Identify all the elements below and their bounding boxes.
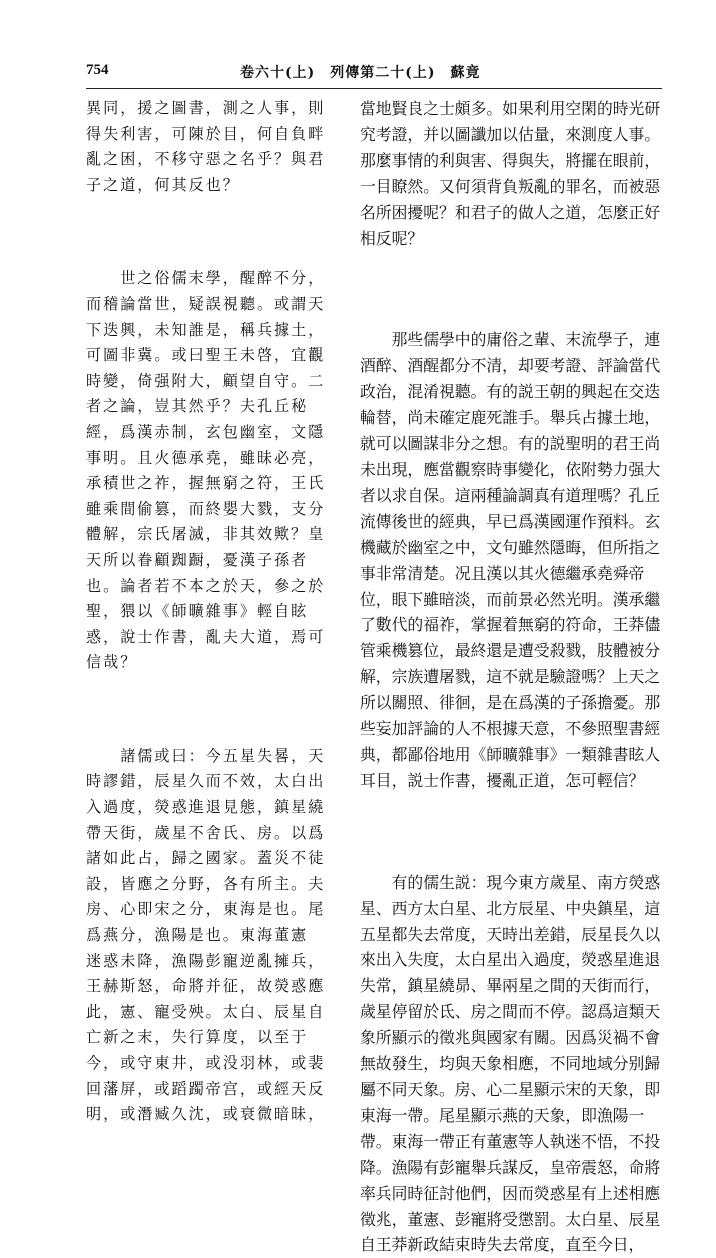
- text-line: 聖，猥以《師曠雜事》輕自眩: [86, 602, 309, 621]
- text-line: 機藏於幽室之中，文句雖然隱晦，但所指之: [360, 537, 661, 557]
- paragraph-gap: [86, 198, 348, 266]
- text-line: 下迭興，未知誰是，稱兵據土，: [86, 320, 326, 339]
- text-line: 當地賢良之士頗多。如果利用空閑的時光研: [360, 99, 661, 118]
- text-line: 象所顯示的徵兆與國家有關。因爲災禍不會: [360, 1028, 661, 1048]
- text-line: 歲星停留於氐、房之間而不停。認爲這類天: [360, 1002, 661, 1022]
- text-line: 解，宗族遭屠戮，這不就是驗證嗎？上天之: [360, 667, 661, 687]
- text-line: 無故發生，均與天象相應，不同地域分别歸: [360, 1054, 661, 1074]
- text-line: 失常，鎮星繞昴、畢兩星之間的天街而行，: [360, 976, 661, 996]
- text-line: 設，皆應之分野，各有所主。夫: [86, 874, 326, 893]
- text-line: 星、西方太白星、北方辰星、中央鎮星，這: [360, 898, 661, 918]
- paragraph-gap: [360, 251, 662, 327]
- text-line: 來出入失度，太白星出入過度，熒惑星進退: [360, 950, 661, 970]
- page-header: [0, 62, 716, 84]
- text-line: 五星都失去常度，天時出差錯，辰星長久以: [360, 924, 661, 944]
- text-line: 亡新之末，失行算度，以至于: [86, 1028, 309, 1047]
- text-line: 異同，援之圖書，測之人事，則: [86, 99, 326, 117]
- text-line: 自王莽新政結束時失去常度，直至今日，: [360, 1235, 645, 1255]
- text-line: 子之道，何其反也？: [86, 175, 240, 194]
- paragraph: [360, 96, 662, 251]
- text-line: 名所困擾呢？和君子的做人之道，怎麼正好: [360, 202, 661, 222]
- text-line: 爲燕分，漁陽是也。東海董憲: [86, 926, 309, 945]
- text-line: 時變，倚强附大，顧望自守。二: [86, 371, 326, 390]
- text-line: 那麼事情的利與害、得與失，將擺在眼前，: [360, 150, 661, 170]
- text-line: 承積世之祚，握無窮之符，王氏: [86, 474, 326, 493]
- running-title: 卷六十(上) 列傳第二十(上) 蘇竟: [240, 65, 481, 81]
- text-line: 事非常清楚。况且漢以其火德繼承堯舜帝: [360, 563, 645, 583]
- text-line: 了數代的福祚，掌握着無窮的符命，王莽儘: [360, 615, 661, 635]
- text-line: 流傳後世的經典，早已爲漢國運作預料。玄: [360, 511, 661, 531]
- text-line: 經，爲漢赤制，玄包幽室，文隱: [86, 422, 326, 441]
- text-line: 那些儒學中的庸俗之輩、末流學子，連: [360, 330, 661, 350]
- text-line: 管乘機篡位，最終還是遭受殺戮，肢體被分: [360, 641, 661, 661]
- text-line: 諸儒或曰：今五星失晷，天: [86, 746, 326, 765]
- text-line: 明，或潛臧久沈，或衰微暗昧，: [86, 1105, 326, 1124]
- text-line: 事明。且火德承堯，雖昧必亮，: [86, 448, 326, 467]
- text-line: 諸如此占，歸之國家。蓋災不徒: [86, 849, 326, 868]
- text-line: 酒醉、酒醒都分不清，却要考證、評論當代: [360, 356, 661, 376]
- text-line: 此，憲、寵受殃。太白、辰星自: [86, 1002, 326, 1021]
- paragraph: [86, 744, 348, 1128]
- text-line: 惑，說士作書，亂夫大道，焉可: [86, 627, 326, 646]
- text-line: 迷惑未降，漁陽彭寵逆亂擁兵，: [86, 951, 326, 970]
- paragraph: [360, 327, 662, 793]
- translation-column: [360, 96, 662, 1258]
- text-line: 時謬錯，辰星久而不效，太白出: [86, 772, 326, 791]
- text-line: 所以關照、徘徊，是在爲漢的子孫擔憂。那: [360, 693, 661, 713]
- paragraph-gap: [360, 794, 662, 870]
- paragraph: [86, 96, 348, 198]
- text-line: 些妄加評論的人不根據天意，不參照聖書經: [360, 719, 661, 739]
- text-line: 就可以圖謀非分之想。有的説聖明的君王尚: [360, 434, 661, 454]
- page-number: 754: [86, 62, 109, 78]
- text-line: 者之論，豈其然乎？夫孔丘秘: [86, 397, 309, 416]
- text-line: 亂之困，不移守惡之名乎？與君: [86, 150, 326, 169]
- header-rule: [86, 88, 662, 89]
- text-line: 可圖非冀。或曰聖王未啓，宜觀: [86, 346, 326, 365]
- original-text-column: [86, 96, 348, 1128]
- text-line: 世之俗儒末學，醒醉不分，: [86, 269, 326, 288]
- text-line: 得失利害，可陳於目，何自負畔: [86, 124, 326, 143]
- paragraph: [360, 870, 662, 1258]
- text-line: 輪替，尚未確定鹿死誰手。舉兵占據土地，: [360, 408, 661, 428]
- paragraph: [86, 266, 348, 676]
- text-line: 今，或守東井，或没羽林，或裴: [86, 1054, 326, 1072]
- text-line: 有的儒生説：現今東方歲星、南方熒惑: [360, 872, 661, 892]
- text-line: 相反呢？: [360, 228, 424, 248]
- text-line: 者以求自保。這兩種論調真有道理嗎？孔丘: [360, 485, 661, 505]
- text-line: 政治，混淆視聽。有的説王朝的興起在交迭: [360, 382, 661, 402]
- text-line: 徵兆，董憲、彭寵將受懲罰。太白星、辰星: [360, 1209, 661, 1229]
- paragraph-gap: [86, 676, 348, 744]
- text-line: 房、心即宋之分，東海是也。尾: [86, 900, 326, 919]
- text-line: 帶天街，歲星不舍氏、房。以爲: [86, 823, 326, 842]
- text-line: 未出現，應當觀察時事變化，依附勢力强大: [360, 459, 661, 479]
- text-line: 體解，宗氏屠滅，非其效歟？皇: [86, 525, 326, 544]
- text-line: 帶。東海一帶正有董憲等人執迷不悟，不投: [360, 1131, 661, 1151]
- text-line: 一目瞭然。又何須背負叛亂的罪名，而被惡: [360, 176, 661, 196]
- text-line: 典，都鄙俗地用《師曠雜事》一類雜書眩人: [360, 744, 661, 764]
- text-line: 雖乘間偷篡，而終嬰大戮，支分: [86, 499, 326, 518]
- text-line: 屬不同天象。房、心二星顯示宋的天象，即: [360, 1080, 661, 1099]
- text-line: 天所以眷顧踟蹰，憂漢子孫者: [86, 550, 309, 569]
- text-line: 率兵同時征討他們，因而熒惑星有上述相應: [360, 1183, 661, 1203]
- text-line: 東海一帶。尾星顯示燕的天象，即漁陽一: [360, 1105, 645, 1125]
- text-line: 也。論者若不本之於天，參之於: [86, 576, 326, 595]
- text-line: 究考證，并以圖讖加以估量，來測度人事。: [360, 124, 661, 144]
- text-line: 回藩屏，或蹈躅帝宫，或經天反: [86, 1079, 326, 1098]
- text-line: 耳目，説士作書，擾亂正道，怎可輕信？: [360, 770, 645, 790]
- text-line: 位，眼下雖暗淡，而前景必然光明。漢承繼: [360, 589, 661, 609]
- text-line: 信哉？: [86, 653, 138, 672]
- text-line: 入過度，熒惑進退見態，鎮星繞: [86, 798, 326, 817]
- text-line: 王赫斯怒，命將并征，故熒惑應: [86, 977, 326, 996]
- text-line: 降。漁陽有彭寵舉兵謀反，皇帝震怒，命將: [360, 1157, 661, 1177]
- text-line: 而稽論當世，疑誤視聽。或謂天: [86, 294, 326, 313]
